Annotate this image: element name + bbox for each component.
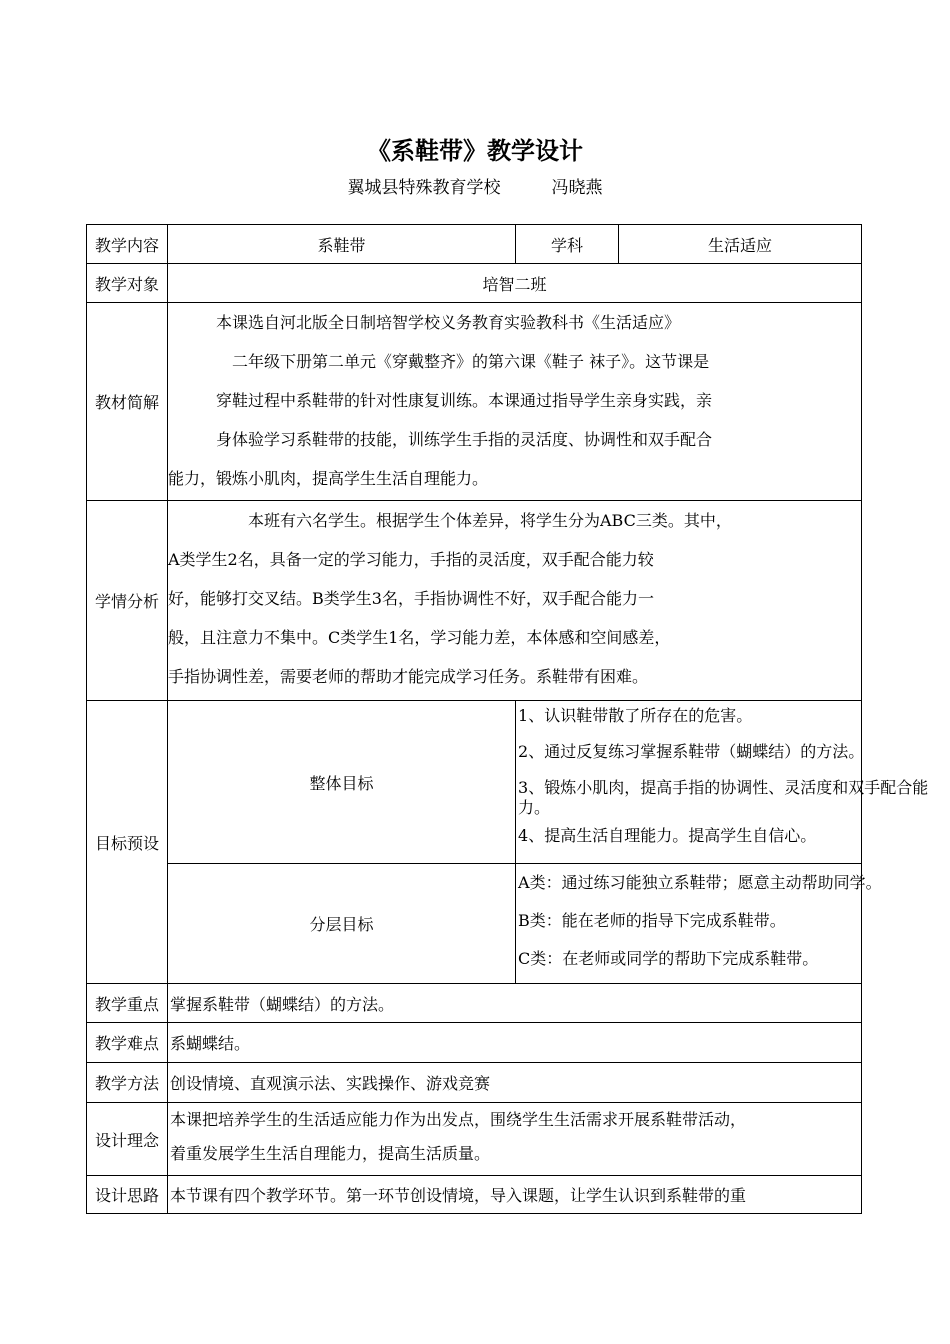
overall-goal-item: 4、提高生活自理能力。提高学生自信心。 (518, 826, 817, 845)
tier-goals-list (516, 864, 882, 984)
row-key-point (87, 984, 862, 1023)
target-value: 培智二班 (168, 264, 862, 303)
method-label: 教学方法 (87, 1063, 168, 1103)
row-content (87, 225, 862, 264)
overall-goals-list (516, 701, 929, 864)
material-label: 教材简解 (87, 303, 168, 501)
method-value: 创设情境、直观演示法、实践操作、游戏竞赛 (168, 1063, 862, 1103)
row-target (87, 264, 862, 303)
row-design-idea (87, 1176, 862, 1214)
difficulty-value: 系蝴蝶结。 (168, 1023, 862, 1063)
analysis-line: 手指协调性差，需要老师的帮助才能完成学习任务。系鞋带有困难。 (168, 667, 649, 686)
tier-goals-label: 分层目标 (168, 864, 516, 984)
tier-goal-item: A类：通过练习能独立系鞋带；愿意主动帮助同学。 (518, 873, 882, 892)
material-text (168, 303, 862, 501)
analysis-text (168, 501, 862, 701)
tier-goal-item: B类：能在老师的指导下完成系鞋带。 (518, 911, 786, 930)
concept-line: 本课把培养学生的生活适应能力作为出发点，围绕学生生活需求开展系鞋带活动， (170, 1110, 747, 1129)
overall-goal-item: 3、锻炼小肌肉，提高手指的协调性、灵活度和双手配合能 (518, 778, 929, 797)
subject-label: 学科 (516, 225, 619, 264)
row-analysis (87, 501, 862, 701)
concept-text (168, 1103, 862, 1176)
material-line: 能力，锻炼小肌肉，提高学生生活自理能力。 (168, 469, 489, 488)
key-label: 教学重点 (87, 984, 168, 1023)
analysis-line: 般，且注意力不集中。C类学生1名，学习能力差，本体感和空间感差， (168, 628, 671, 647)
material-line: 二年级下册第二单元《穿戴整齐》的第六课《鞋子 袜子》。这节课是 (168, 352, 710, 371)
overall-goal-item: 1、认识鞋带散了所存在的危害。 (518, 706, 753, 725)
goals-label: 目标预设 (87, 701, 168, 984)
difficulty-label: 教学难点 (87, 1023, 168, 1063)
idea-label: 设计思路 (87, 1176, 168, 1214)
overall-goals-label: 整体目标 (168, 701, 516, 864)
row-overall-goals (87, 701, 862, 864)
row-difficulty (87, 1023, 862, 1063)
analysis-line: A类学生2名，具备一定的学习能力，手指的灵活度，双手配合能力较 (168, 550, 654, 569)
idea-value: 本节课有四个教学环节。第一环节创设情境，导入课题，让学生认识到系鞋带的重 (168, 1176, 862, 1214)
overall-goal-item: 2、通过反复练习掌握系鞋带（蝴蝶结）的方法。 (518, 742, 865, 761)
row-concept (87, 1103, 862, 1176)
material-line: 穿鞋过程中系鞋带的针对性康复训练。本课通过指导学生亲身实践，亲 (168, 391, 713, 410)
material-line: 身体验学习系鞋带的技能，训练学生手指的灵活度、协调性和双手配合 (168, 430, 713, 449)
tier-goal-item: C类：在老师或同学的帮助下完成系鞋带。 (518, 949, 819, 968)
lesson-plan-table (86, 224, 929, 1214)
overall-goal-item: 力。 (518, 798, 551, 817)
analysis-line: 本班有六名学生。根据学生个体差异，将学生分为ABC三类。其中， (168, 511, 732, 530)
row-method (87, 1063, 862, 1103)
material-line: 本课选自河北版全日制培智学校义务教育实验教科书《生活适应》 (168, 313, 681, 332)
document-title: 《系鞋带》教学设计 (367, 137, 583, 165)
row-tier-goals (87, 864, 862, 984)
concept-line: 着重发展学生生活自理能力，提高生活质量。 (170, 1144, 491, 1163)
concept-label: 设计理念 (87, 1103, 168, 1176)
row-material (87, 303, 862, 501)
content-value: 系鞋带 (168, 225, 516, 264)
target-label: 教学对象 (87, 264, 168, 303)
author-line: 翼城县特殊教育学校 冯晓燕 (347, 178, 603, 198)
subject-value: 生活适应 (619, 225, 862, 264)
analysis-line: 好，能够打交叉结。B类学生3名，手指协调性不好，双手配合能力一 (168, 589, 654, 608)
analysis-label: 学情分析 (87, 501, 168, 701)
key-value: 掌握系鞋带（蝴蝶结）的方法。 (168, 984, 862, 1023)
content-label: 教学内容 (87, 225, 168, 264)
